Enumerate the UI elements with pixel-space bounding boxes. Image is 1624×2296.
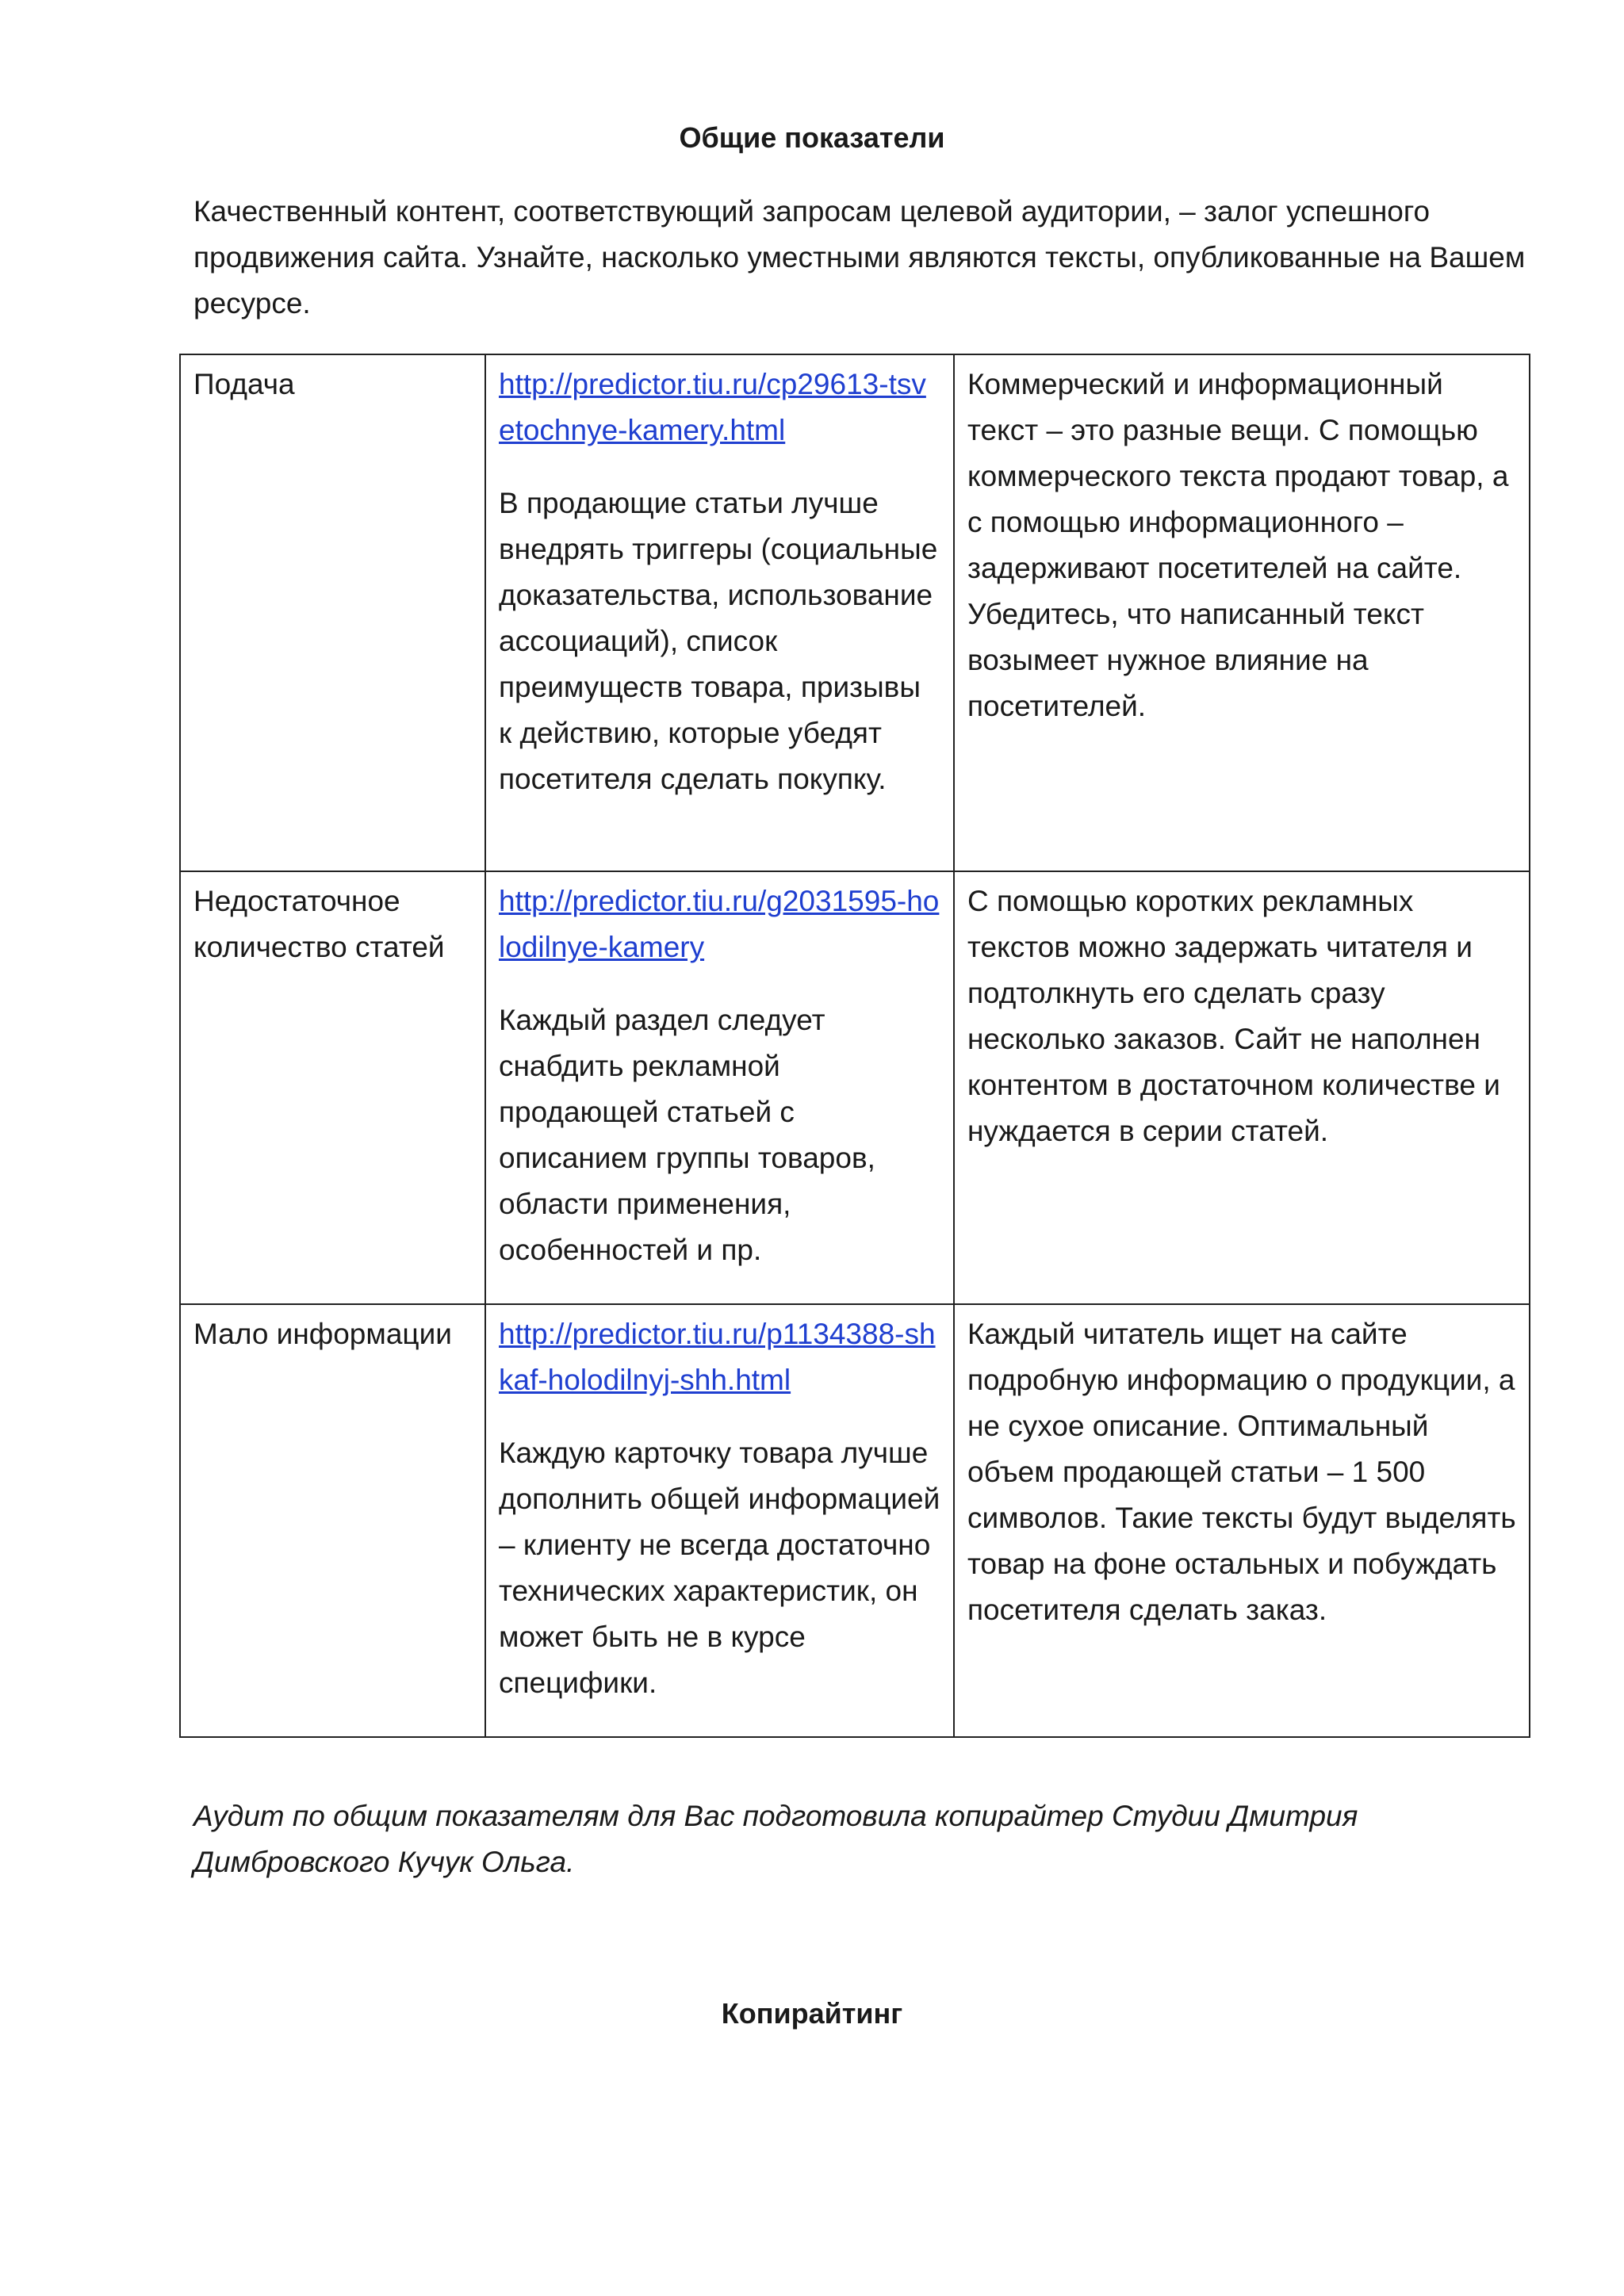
next-section-title: Копирайтинг [721,1997,903,2030]
table-row [180,1304,1530,1737]
author-signature: Аудит по общим показателям для Вас подготовила копирайтер Студии Дмитрия Димбровского Кучук Ольга. [193,1800,1358,1878]
issue-cell [180,354,485,871]
intro-paragraph [193,189,1526,327]
issue-label: Подача [193,368,295,400]
details-cell [485,1304,954,1737]
comment-cell [954,871,1530,1304]
section-title: Общие показатели [679,121,945,154]
audit-table [179,354,1530,1738]
details-cell [485,871,954,1304]
table-row [180,354,1530,871]
details-cell [485,354,954,871]
recommendation-text: Каждую карточку товара лучше дополнить общей информацией – клиенту не всегда достаточно технических характеристик, он может быть не в курсе специфики. [499,1437,940,1699]
recommendation-text: Каждый раздел следует снабдить рекламной продающей статьей с описанием группы товаров, области применения, особенностей и пр. [499,1004,875,1266]
intro-text: Качественный контент, соответствующий запросам целевой аудитории, – залог успешного продвижения сайта. Узнайте, насколько уместными являются тексты, опубликованные на Вашем ресурсе. [193,195,1526,320]
comment-text: С помощью коротких рекламных текстов можно задержать читателя и подтолкнуть его сделать сразу несколько заказов. Сайт не наполнен контентом в достаточном количестве и нуждается в серии статей. [967,885,1500,1147]
issue-label: Недостаточное количество статей [193,885,445,963]
comment-cell [954,1304,1530,1737]
issue-cell [180,871,485,1304]
page-url-link[interactable]: http://predictor.tiu.ru/g2031595-holodilnye-kamery [499,885,940,963]
table-row [180,871,1530,1304]
issue-cell [180,1304,485,1737]
page-url-link[interactable]: http://predictor.tiu.ru/p1134388-shkaf-holodilnyj-shh.html [499,1318,936,1396]
page-url-link[interactable]: http://predictor.tiu.ru/cp29613-tsvetochnye-kamery.html [499,368,926,446]
comment-text: Коммерческий и информационный текст – это разные вещи. С помощью коммерческого текста продают товар, а с помощью информационного – задерживают посетителей на сайте. Убедитесь, что написанный текст возымеет нужное влияние на посетителей. [967,368,1509,722]
issue-label: Мало информации [193,1318,452,1350]
recommendation-text: В продающие статьи лучше внедрять триггеры (социальные доказательства, использование ассоциаций), список преимуществ товара, призывы к действию, которые убедят посетителя сделать покупку. [499,487,938,795]
comment-cell [954,354,1530,871]
comment-text: Каждый читатель ищет на сайте подробную информацию о продукции, а не сухое описание. Оптимальный объем продающей статьи – 1 500 символов. Такие тексты будут выделять товар на фоне остальных и побуждать посетителя сделать заказ. [967,1318,1516,1626]
